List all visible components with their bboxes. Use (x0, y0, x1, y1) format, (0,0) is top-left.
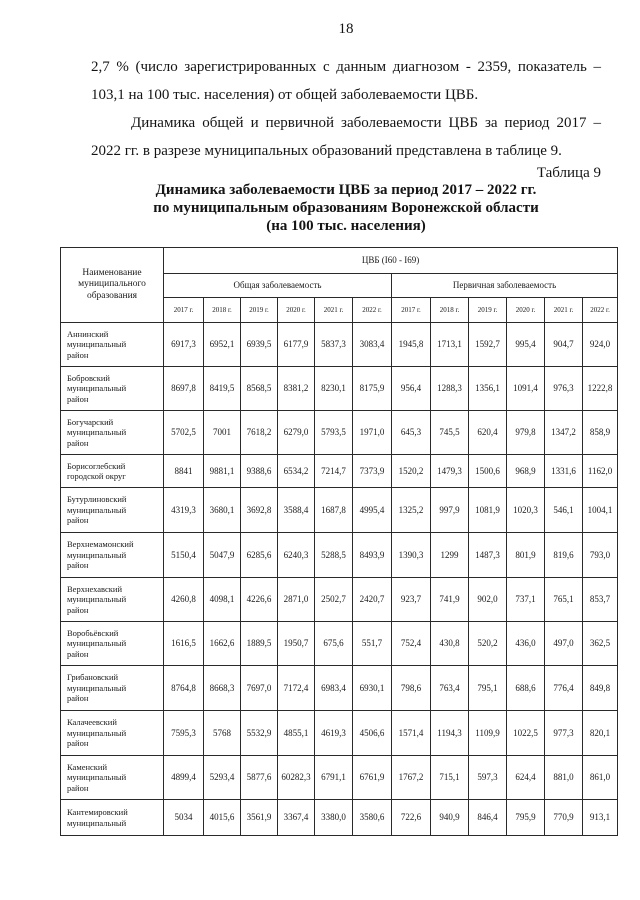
general-incidence-value: 6939,5 (241, 323, 278, 367)
primary-incidence-value: 1520,2 (392, 455, 431, 488)
primary-incidence-value: 430,8 (431, 622, 469, 666)
general-incidence-value: 5837,3 (315, 323, 353, 367)
general-incidence-value: 6917,3 (164, 323, 204, 367)
municipality-cell (61, 711, 164, 756)
general-incidence-value: 6240,3 (278, 533, 315, 578)
primary-incidence-value: 765,1 (545, 578, 583, 622)
primary-incidence-value: 1081,9 (469, 488, 507, 533)
municipality-name: Борисоглебский городской округ (67, 460, 126, 481)
table-row (61, 578, 618, 622)
primary-incidence-value: 820,1 (583, 711, 618, 756)
primary-incidence-value: 979,8 (507, 411, 545, 455)
general-incidence-value: 7595,3 (164, 711, 204, 756)
general-incidence-value: 3367,4 (278, 800, 315, 836)
general-incidence-value: 551,7 (353, 622, 392, 666)
table-row (61, 800, 618, 836)
primary-incidence-value: 849,8 (583, 666, 618, 711)
general-incidence-value: 6761,9 (353, 756, 392, 800)
primary-incidence-value: 853,7 (583, 578, 618, 622)
primary-incidence-value: 1299 (431, 533, 469, 578)
primary-incidence-value: 1713,1 (431, 323, 469, 367)
primary-incidence-value: 819,6 (545, 533, 583, 578)
general-incidence-value: 8668,3 (204, 666, 241, 711)
primary-incidence-value: 715,1 (431, 756, 469, 800)
paragraph-line: 2,7 % (число зарегистрированных с данным диагнозом - 2359, показатель – (91, 59, 601, 75)
general-incidence-value: 5034 (164, 800, 204, 836)
general-incidence-value: 3680,1 (204, 488, 241, 533)
primary-incidence-value: 904,7 (545, 323, 583, 367)
year-header-primary: 2017 г. (392, 298, 431, 323)
primary-incidence-value: 1288,3 (431, 367, 469, 411)
municipality-name: Бутурлиновский муниципальный район (67, 494, 127, 526)
primary-incidence-value: 722,6 (392, 800, 431, 836)
primary-incidence-value: 977,3 (545, 711, 583, 756)
general-incidence-value: 8419,5 (204, 367, 241, 411)
general-incidence-value: 6930,1 (353, 666, 392, 711)
table-row (61, 756, 618, 800)
year-header-primary: 2018 г. (431, 298, 469, 323)
year-header-primary: 2022 г. (583, 298, 618, 323)
general-incidence-value: 6285,6 (241, 533, 278, 578)
year-header-primary: 2021 г. (545, 298, 583, 323)
primary-incidence-value: 798,6 (392, 666, 431, 711)
general-incidence-value: 3580,6 (353, 800, 392, 836)
primary-incidence-value: 1109,9 (469, 711, 507, 756)
primary-incidence-value: 913,1 (583, 800, 618, 836)
general-incidence-value: 4995,4 (353, 488, 392, 533)
municipality-name: Верхнемамонский муниципальный район (67, 539, 134, 571)
year-header-general: 2018 г. (204, 298, 241, 323)
general-incidence-value: 5793,5 (315, 411, 353, 455)
table-label: Таблица 9 (536, 165, 601, 181)
primary-incidence-value: 1091,4 (507, 367, 545, 411)
primary-incidence-value: 1487,3 (469, 533, 507, 578)
primary-incidence-value: 741,9 (431, 578, 469, 622)
general-incidence-value: 4855,1 (278, 711, 315, 756)
primary-incidence-value: 546,1 (545, 488, 583, 533)
primary-incidence-value: 956,4 (392, 367, 431, 411)
general-incidence-value: 5877,6 (241, 756, 278, 800)
municipality-name: Кантемировский муниципальный (67, 807, 128, 828)
primary-incidence-value: 1222,8 (583, 367, 618, 411)
general-incidence-value: 4015,6 (204, 800, 241, 836)
primary-incidence-value: 1022,5 (507, 711, 545, 756)
general-incidence-value: 3561,9 (241, 800, 278, 836)
table-title-line: Динамика заболеваемости ЦВБ за период 2017 – 2022 гг. (155, 182, 537, 198)
primary-incidence-value: 801,9 (507, 533, 545, 578)
table-row (61, 411, 618, 455)
general-incidence-value: 7618,2 (241, 411, 278, 455)
primary-incidence-value: 1767,2 (392, 756, 431, 800)
general-incidence-value: 5150,4 (164, 533, 204, 578)
general-incidence-value: 8568,5 (241, 367, 278, 411)
table-row (61, 711, 618, 756)
primary-incidence-value: 1571,4 (392, 711, 431, 756)
general-incidence-value: 1662,6 (204, 622, 241, 666)
general-incidence-value: 5532,9 (241, 711, 278, 756)
primary-incidence-value: 752,4 (392, 622, 431, 666)
general-incidence-value: 1616,5 (164, 622, 204, 666)
primary-incidence-value: 1356,1 (469, 367, 507, 411)
paragraph-line: Динамика общей и первичной заболеваемости ЦВБ за период 2017 – (131, 115, 601, 131)
municipality-name: Богучарский муниципальный район (67, 416, 127, 448)
primary-incidence-value: 597,3 (469, 756, 507, 800)
year-header-primary: 2020 г. (507, 298, 545, 323)
primary-incidence-value: 795,1 (469, 666, 507, 711)
primary-incidence-value: 1347,2 (545, 411, 583, 455)
primary-incidence-value: 1020,3 (507, 488, 545, 533)
primary-incidence-value: 624,4 (507, 756, 545, 800)
general-incidence-value: 2502,7 (315, 578, 353, 622)
table-title-line: (на 100 тыс. населения) (266, 218, 426, 234)
primary-incidence-value: 1592,7 (469, 323, 507, 367)
primary-incidence-value: 1479,3 (431, 455, 469, 488)
general-incidence-value: 7172,4 (278, 666, 315, 711)
general-incidence-value: 8175,9 (353, 367, 392, 411)
general-incidence-value: 1687,8 (315, 488, 353, 533)
table-row (61, 488, 618, 533)
table-header (61, 248, 618, 323)
general-incidence-value: 4899,4 (164, 756, 204, 800)
municipality-cell (61, 455, 164, 488)
general-incidence-value: 1950,7 (278, 622, 315, 666)
page-number: 18 (338, 21, 354, 37)
general-incidence-value: 8381,2 (278, 367, 315, 411)
primary-incidence-value: 497,0 (545, 622, 583, 666)
general-incidence-value: 7373,9 (353, 455, 392, 488)
general-incidence-value: 5768 (204, 711, 241, 756)
general-incidence-value: 3380,0 (315, 800, 353, 836)
general-incidence-value: 8493,9 (353, 533, 392, 578)
municipality-name: Верхнехавский муниципальный район (67, 583, 127, 615)
primary-incidence-value: 795,9 (507, 800, 545, 836)
year-header-general: 2021 г. (315, 298, 353, 323)
general-incidence-value: 7214,7 (315, 455, 353, 488)
general-incidence-value: 5047,9 (204, 533, 241, 578)
municipality-cell (61, 488, 164, 533)
primary-incidence-value: 1500,6 (469, 455, 507, 488)
general-incidence-value: 8697,8 (164, 367, 204, 411)
table-row (61, 533, 618, 578)
table-title (91, 181, 601, 235)
general-incidence-value: 675,6 (315, 622, 353, 666)
primary-incidence-value: 737,1 (507, 578, 545, 622)
paragraph-line: 103,1 на 100 тыс. населения) от общей заболеваемости ЦВБ. (91, 87, 479, 103)
general-incidence-value: 4226,6 (241, 578, 278, 622)
body-text (91, 53, 601, 165)
year-header-general: 2020 г. (278, 298, 315, 323)
general-incidence-value: 4619,3 (315, 711, 353, 756)
general-incidence-value: 5288,5 (315, 533, 353, 578)
primary-incidence-value: 924,0 (583, 323, 618, 367)
municipality-cell (61, 756, 164, 800)
year-header-general: 2019 г. (241, 298, 278, 323)
general-incidence-value: 6952,1 (204, 323, 241, 367)
municipality-cell (61, 666, 164, 711)
municipality-name: Каменский муниципальный район (67, 761, 127, 793)
year-header-primary: 2019 г. (469, 298, 507, 323)
municipality-cell (61, 367, 164, 411)
primary-incidence-value: 362,5 (583, 622, 618, 666)
year-header-general: 2022 г. (353, 298, 392, 323)
primary-incidence-value: 968,9 (507, 455, 545, 488)
general-incidence-value: 4098,1 (204, 578, 241, 622)
municipality-cell (61, 411, 164, 455)
primary-incidence-value: 436,0 (507, 622, 545, 666)
table-row (61, 455, 618, 488)
general-incidence-value: 6534,2 (278, 455, 315, 488)
primary-incidence-value: 1194,3 (431, 711, 469, 756)
subgroup-header-primary: Первичная заболеваемость (392, 274, 618, 298)
primary-incidence-value: 881,0 (545, 756, 583, 800)
primary-incidence-value: 763,4 (431, 666, 469, 711)
general-incidence-value: 6791,1 (315, 756, 353, 800)
municipality-cell (61, 800, 164, 836)
municipality-cell (61, 578, 164, 622)
general-incidence-value: 2420,7 (353, 578, 392, 622)
general-incidence-value: 7001 (204, 411, 241, 455)
table-body (61, 323, 618, 836)
group-header-cvb: ЦВБ (I60 - I69) (164, 248, 618, 274)
primary-incidence-value: 745,5 (431, 411, 469, 455)
table-row (61, 666, 618, 711)
municipality-cell (61, 323, 164, 367)
primary-incidence-value: 940,9 (431, 800, 469, 836)
table-row (61, 622, 618, 666)
primary-incidence-value: 923,7 (392, 578, 431, 622)
primary-incidence-value: 995,4 (507, 323, 545, 367)
primary-incidence-value: 1331,6 (545, 455, 583, 488)
primary-incidence-value: 858,9 (583, 411, 618, 455)
general-incidence-value: 1971,0 (353, 411, 392, 455)
general-incidence-value: 2871,0 (278, 578, 315, 622)
municipality-name: Грибановский муниципальный район (67, 672, 127, 704)
year-header-general: 2017 г. (164, 298, 204, 323)
primary-incidence-value: 997,9 (431, 488, 469, 533)
primary-incidence-value: 776,4 (545, 666, 583, 711)
general-incidence-value: 6177,9 (278, 323, 315, 367)
primary-incidence-value: 645,3 (392, 411, 431, 455)
general-incidence-value: 4319,3 (164, 488, 204, 533)
general-incidence-value: 5702,5 (164, 411, 204, 455)
primary-incidence-value: 902,0 (469, 578, 507, 622)
primary-incidence-value: 688,6 (507, 666, 545, 711)
general-incidence-value: 1889,5 (241, 622, 278, 666)
municipality-name: Аннинский муниципальный район (67, 328, 127, 360)
general-incidence-value: 9388,6 (241, 455, 278, 488)
table-row (61, 367, 618, 411)
general-incidence-value: 8230,1 (315, 367, 353, 411)
table-row (61, 323, 618, 367)
general-incidence-value: 3692,8 (241, 488, 278, 533)
municipality-name: Воробьёвский муниципальный район (67, 627, 127, 659)
municipality-cell (61, 622, 164, 666)
general-incidence-value: 60282,3 (278, 756, 315, 800)
primary-incidence-value: 1004,1 (583, 488, 618, 533)
general-incidence-value: 9881,1 (204, 455, 241, 488)
general-incidence-value: 6279,0 (278, 411, 315, 455)
municipality-name: Бобровский муниципальный район (67, 372, 127, 404)
primary-incidence-value: 520,2 (469, 622, 507, 666)
general-incidence-value: 5293,4 (204, 756, 241, 800)
subgroup-header-general: Общая заболеваемость (164, 274, 392, 298)
general-incidence-value: 3083,4 (353, 323, 392, 367)
primary-incidence-value: 793,0 (583, 533, 618, 578)
general-incidence-value: 7697,0 (241, 666, 278, 711)
table-title-line: по муниципальным образованиям Воронежской области (153, 200, 539, 216)
general-incidence-value: 4260,8 (164, 578, 204, 622)
primary-incidence-value: 1162,0 (583, 455, 618, 488)
column-header-municipality: Наименование муниципального образования (61, 248, 164, 323)
municipality-cell (61, 533, 164, 578)
incidence-table (60, 247, 618, 836)
general-incidence-value: 3588,4 (278, 488, 315, 533)
primary-incidence-value: 1390,3 (392, 533, 431, 578)
primary-incidence-value: 976,3 (545, 367, 583, 411)
primary-incidence-value: 1945,8 (392, 323, 431, 367)
paragraph-line: 2022 гг. в разрезе муниципальных образований представлена в таблице 9. (91, 143, 562, 159)
primary-incidence-value: 846,4 (469, 800, 507, 836)
general-incidence-value: 8841 (164, 455, 204, 488)
primary-incidence-value: 620,4 (469, 411, 507, 455)
primary-incidence-value: 1325,2 (392, 488, 431, 533)
primary-incidence-value: 770,9 (545, 800, 583, 836)
general-incidence-value: 8764,8 (164, 666, 204, 711)
general-incidence-value: 6983,4 (315, 666, 353, 711)
primary-incidence-value: 861,0 (583, 756, 618, 800)
municipality-name: Калачеевский муниципальный район (67, 717, 127, 749)
header-row (61, 248, 618, 274)
general-incidence-value: 4506,6 (353, 711, 392, 756)
